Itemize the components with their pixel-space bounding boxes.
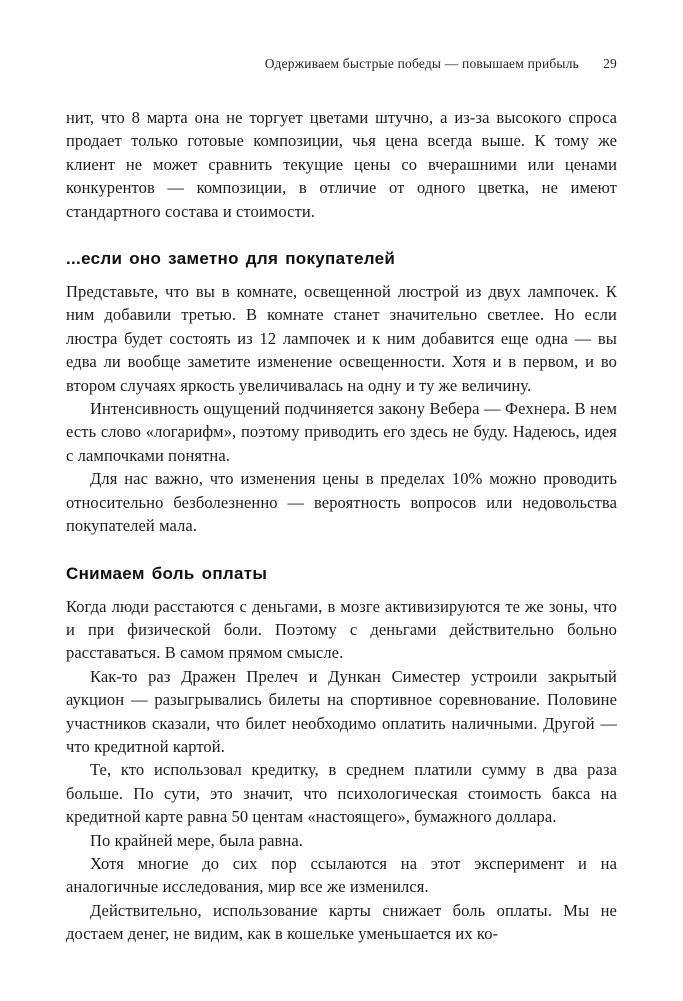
paragraph: Хотя многие до сих пор ссылаются на этот эксперимент и на аналогичные исследования, мир все же изменился. [66,853,617,897]
paragraph: По крайней мере, была равна. [90,830,304,850]
paragraph: Когда люди расстаются с деньгами, в мозге активизируются те же зоны, что и при физической боли. Поэтому с деньгами действительно больно расставаться. В самом прямом смысле. [66,596,617,663]
section-heading: ...если оно заметно для покупателей [66,249,396,269]
paragraph: Представьте, что вы в комнате, освещенной люстрой из двух лампочек. К ним добавили третью. В комнате станет значительно светлее. Но если люстра будет состоять из 12 лампочек и к ним добавится еще одна — вы едва ли вообще заметите изменение освещенности. Хотя и в первом, и во втором случаях яркость увеличивалась на одну и ту же величину. [66,282,617,395]
paragraph: Те, кто использовал кредитку, в среднем платили сумму в два раза больше. По сути, это значит, что психологическая стоимость бакса на кредитной карте равна 50 центам «настоящего», бумажного доллара. [66,760,617,827]
paragraph: Действительно, использование карты снижает боль оплаты. Мы не достаем денег, не видим, как в кошельке уменьшается их ко- [66,900,617,944]
paragraph: Для нас важно, что изменения цены в пределах 10% можно проводить относительно безболезненно — вероятность вопросов или недовольства покупателей мала. [66,469,617,536]
paragraph: Интенсивность ощущений подчиняется закону Вебера — Фехнера. В нем есть слово «логарифм», поэтому приводить его здесь не буду. Надеюсь, идея с лампочками понятна. [66,399,617,465]
section-heading: Снимаем боль оплаты [66,563,268,583]
running-title: Одерживаем быстрые победы — повышаем прибыль [264,56,579,71]
page-number: 29 [603,56,617,71]
page-content [66,106,617,946]
paragraph: Как-то раз Дражен Прелеч и Дункан Симестер устроили закрытый аукцион — разыгрывались билеты на спортивное соревнование. Половине участников сказали, что билет необходимо оплатить наличными. Другой — что кредитной картой. [66,666,617,756]
running-header [66,56,617,72]
paragraph: нит, что 8 марта она не торгует цветами штучно, а из-за высокого спроса продает только готовые композиции, чья цена всегда выше. К тому же клиент не может сравнить текущие цены со вчерашними или ценами конкурентов — композиции, в отличие от одного цветка, не имеют стандартного состава и стоимости. [66,108,617,221]
